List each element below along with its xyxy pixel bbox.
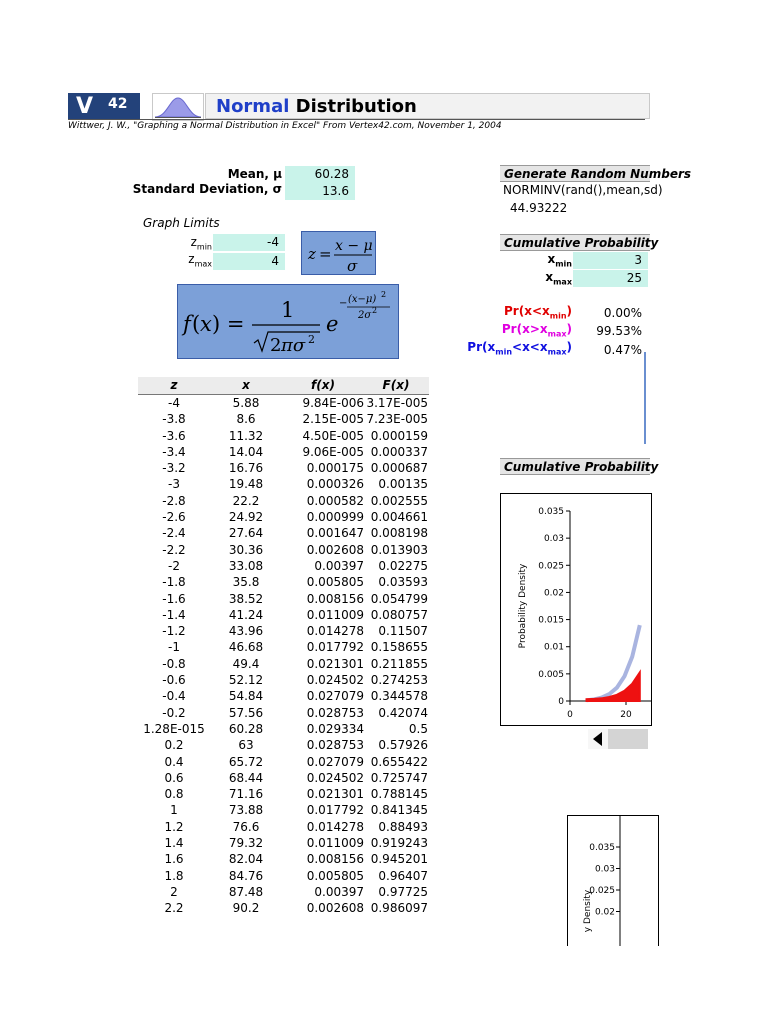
y-tick-label: 0.005	[538, 669, 564, 680]
table-row	[138, 802, 429, 818]
cell-x: 68.44	[228, 770, 264, 785]
secondary-density-chart[interactable]	[567, 815, 659, 946]
xmin-label: $x_{min}$	[547, 252, 572, 269]
cell-x: 30.36	[228, 542, 264, 557]
cell-x: 46.68	[228, 640, 264, 655]
cell-Fx: 7.23E-005	[366, 412, 428, 427]
cell-x: 49.4	[232, 656, 260, 671]
cell-Fx: 0.274253	[370, 673, 428, 688]
title-accent: Normal	[216, 96, 290, 117]
svg-text:πσ: πσ	[281, 335, 306, 356]
table-row	[138, 542, 429, 558]
svg-text:−: −	[339, 298, 348, 309]
cell-Fx: 0.88493	[378, 819, 428, 834]
xmin-input[interactable]: 3	[573, 252, 648, 269]
cell-fx: 0.00397	[314, 884, 364, 899]
cell-Fx: 0.004661	[370, 510, 428, 525]
distribution-table	[138, 395, 429, 917]
cell-x: 41.24	[228, 607, 264, 622]
cell-fx: 0.027079	[306, 754, 364, 769]
table-row	[138, 656, 429, 672]
cell-z: 0.2	[164, 738, 184, 753]
scroll-left-icon[interactable]	[588, 729, 608, 749]
table-row	[138, 884, 429, 900]
cell-Fx: 3.17E-005	[366, 396, 428, 410]
cell-x: 19.48	[228, 477, 264, 492]
cell-fx: 0.014278	[306, 819, 364, 834]
cell-fx: 4.50E-005	[302, 428, 364, 443]
cell-Fx: 0.986097	[370, 901, 428, 916]
z-score-formula	[301, 231, 376, 275]
cell-z: 2.2	[164, 901, 184, 916]
y-tick-label: 0.025	[589, 886, 615, 896]
cell-Fx: 0.725747	[370, 770, 428, 785]
y-axis-label: Probability Density	[518, 563, 528, 649]
col-header-x: x	[242, 378, 250, 392]
cell-fx: 0.024502	[306, 770, 364, 785]
citation-text: Wittwer, J. W., "Graphing a Normal Distribution in Excel" From Vertex42.com, November 1, 2004	[68, 121, 502, 131]
svg-text:(: (	[192, 312, 201, 336]
cell-fx: 0.021301	[306, 656, 364, 671]
cell-z: -1	[168, 640, 180, 655]
cell-z: -3.6	[162, 428, 186, 443]
cell-Fx: 0.11507	[378, 624, 428, 639]
cell-Fx: 0.002555	[370, 493, 428, 508]
cell-x: 33.08	[228, 558, 264, 573]
cell-fx: 0.000582	[306, 493, 364, 508]
chart-section-title: Cumulative Probability	[500, 458, 650, 475]
cell-fx: 9.06E-005	[302, 444, 364, 459]
y-tick-label: 0.02	[543, 588, 564, 599]
cell-x: 73.88	[228, 803, 264, 818]
table-row	[138, 639, 429, 655]
table-row	[138, 509, 429, 525]
table-row	[138, 868, 429, 884]
cell-z: 1.2	[164, 819, 184, 834]
cell-z: -1.2	[162, 624, 186, 639]
svg-text:(x−μ): (x−μ)	[348, 294, 377, 305]
cell-z: 1.28E-015	[143, 721, 205, 736]
cell-Fx: 0.008198	[370, 526, 428, 541]
normal-pdf-formula	[177, 284, 399, 359]
cell-Fx: 0.57926	[378, 738, 428, 753]
table-row	[138, 558, 429, 574]
cell-z: 1.6	[164, 852, 184, 867]
cell-x: 38.52	[228, 591, 264, 606]
cell-x: 14.04	[228, 444, 264, 459]
table-row	[138, 688, 429, 704]
cell-fx: 0.002608	[306, 901, 364, 916]
table-row	[138, 900, 429, 916]
cell-z: 0.8	[164, 787, 184, 802]
bell-curve-icon	[152, 93, 204, 121]
cell-z: -1.6	[162, 591, 186, 606]
cell-x: 57.56	[228, 705, 264, 720]
cell-fx: 0.017792	[306, 803, 364, 818]
svg-text:x: x	[200, 312, 212, 336]
cell-z: -3.4	[162, 444, 186, 459]
svg-text:1: 1	[281, 298, 295, 322]
cell-fx: 0.028753	[306, 738, 364, 753]
cell-fx: 0.017792	[306, 640, 364, 655]
cell-x: 76.6	[232, 819, 260, 834]
cell-fx: 0.021301	[306, 787, 364, 802]
cell-Fx: 0.97725	[378, 884, 428, 899]
cell-x: 16.76	[228, 461, 264, 476]
embedded-chart-edge	[644, 352, 646, 444]
cell-fx: 0.005805	[306, 868, 364, 883]
cell-x: 84.76	[228, 868, 264, 883]
cell-Fx: 0.344578	[370, 689, 428, 704]
cell-Fx: 0.788145	[370, 787, 428, 802]
cell-fx: 0.002608	[306, 542, 364, 557]
cell-fx: 0.011009	[306, 836, 364, 851]
cell-x: 71.16	[228, 787, 264, 802]
cell-x: 63	[238, 738, 254, 753]
table-row	[138, 835, 429, 851]
cell-z: -0.4	[162, 689, 186, 704]
table-row	[138, 476, 429, 492]
cell-fx: 0.008156	[306, 852, 364, 867]
cell-z: -0.6	[162, 673, 186, 688]
prob-less-than-value: 0.00%	[603, 306, 642, 320]
cell-z: 0.4	[164, 754, 184, 769]
cell-z: 1.8	[164, 868, 184, 883]
chart-scrollbar[interactable]	[588, 729, 648, 749]
cell-x: 27.64	[228, 526, 264, 541]
cell-x: 22.2	[232, 493, 260, 508]
table-row	[138, 525, 429, 541]
cell-x: 54.84	[228, 689, 264, 704]
table-row	[138, 737, 429, 753]
cell-x: 11.32	[228, 428, 264, 443]
svg-text:e: e	[326, 312, 339, 336]
prob-greater-than-value: 99.53%	[596, 324, 642, 338]
table-row	[138, 574, 429, 590]
logo-number: 42	[108, 96, 128, 112]
table-row	[138, 786, 429, 802]
table-row	[138, 623, 429, 639]
cell-z: -4	[168, 396, 180, 410]
cell-z: 0.6	[164, 770, 184, 785]
y-tick-label: 0.02	[594, 907, 615, 918]
table-row	[138, 770, 429, 786]
logo-letter: V	[76, 94, 94, 119]
cell-fx: 0.028753	[306, 705, 364, 720]
svg-text:2: 2	[381, 290, 387, 299]
zmax-input[interactable]: 4	[213, 253, 285, 270]
cell-fx: 0.011009	[306, 607, 364, 622]
table-row	[138, 754, 429, 770]
cell-fx: 0.029334	[306, 721, 364, 736]
table-row	[138, 705, 429, 721]
random-numbers-title: Generate Random Numbers	[500, 165, 650, 182]
cell-Fx: 0.655422	[370, 754, 428, 769]
cell-z: 1.4	[164, 836, 184, 851]
cell-x: 5.88	[232, 396, 260, 410]
table-row	[138, 428, 429, 444]
cell-Fx: 0.02275	[378, 558, 428, 573]
cumulative-probability-title: Cumulative Probability	[500, 234, 650, 251]
cell-fx: 2.15E-005	[302, 412, 364, 427]
vertex42-logo	[68, 93, 140, 120]
cell-z: -3	[168, 477, 180, 492]
svg-text:) =: ) =	[212, 312, 245, 336]
cell-x: 24.92	[228, 510, 264, 525]
cell-x: 52.12	[228, 673, 264, 688]
cell-fx: 0.000999	[306, 510, 364, 525]
cell-x: 79.32	[228, 836, 264, 851]
secondary-chart-svg	[568, 816, 658, 946]
table-row	[138, 607, 429, 623]
y-tick-label: 0.03	[543, 534, 564, 545]
page-title	[205, 93, 650, 119]
cell-Fx: 0.96407	[378, 868, 428, 883]
prob-between-value: 0.47%	[603, 343, 642, 357]
shaded-probability-area	[587, 672, 640, 701]
random-value: 44.93222	[510, 201, 568, 215]
svg-text:z: z	[308, 245, 316, 263]
table-row	[138, 851, 429, 867]
y-tick-label: 0.025	[538, 561, 564, 572]
svg-text:2: 2	[308, 333, 315, 346]
cell-fx: 0.008156	[306, 591, 364, 606]
cell-x: 87.48	[228, 884, 264, 899]
y-tick-label: 0.03	[594, 864, 615, 875]
cell-x: 8.6	[236, 412, 256, 427]
svg-text:2: 2	[270, 335, 282, 356]
cell-z: -3.2	[162, 461, 186, 476]
cell-z: -2.4	[162, 526, 186, 541]
cell-x: 90.2	[232, 901, 260, 916]
cell-z: -0.2	[162, 705, 186, 720]
density-chart[interactable]	[500, 493, 652, 726]
cell-fx: 0.000175	[306, 461, 364, 476]
cell-fx: 0.00397	[314, 558, 364, 573]
cell-Fx: 0.054799	[370, 591, 428, 606]
cell-z: -1.4	[162, 607, 186, 622]
cell-z: -2.8	[162, 493, 186, 508]
cell-fx: 0.027079	[306, 689, 364, 704]
x-tick-label: 20	[620, 710, 632, 720]
svg-text:2σ: 2σ	[358, 310, 372, 321]
cell-fx: 0.024502	[306, 673, 364, 688]
cell-x: 35.8	[232, 575, 260, 590]
sd-input[interactable]: 13.6	[285, 183, 355, 200]
cell-z: 1	[170, 803, 178, 818]
cell-fx: 0.014278	[306, 624, 364, 639]
mean-label: Mean, μ	[227, 167, 282, 181]
table-row	[138, 395, 429, 411]
table-row	[138, 721, 429, 737]
y-axis-label: y Density	[583, 889, 593, 933]
table-row	[138, 460, 429, 476]
svg-text:2: 2	[372, 306, 378, 315]
mean-input[interactable]: 60.28	[285, 166, 355, 183]
svg-text:x − μ: x − μ	[335, 238, 373, 254]
cell-z: -2.6	[162, 510, 186, 525]
cell-z: 2	[170, 884, 178, 899]
table-row	[138, 411, 429, 427]
zmax-label: $z_{max}$	[188, 252, 212, 269]
header-divider	[68, 119, 645, 120]
cell-x: 65.72	[228, 754, 264, 769]
cell-fx: 9.84E-006	[302, 396, 364, 410]
table-row	[138, 819, 429, 835]
table-row	[138, 672, 429, 688]
cell-Fx: 0.000687	[370, 461, 428, 476]
graph-limits-title: Graph Limits	[143, 216, 220, 230]
sd-label: Standard Deviation, σ	[132, 182, 282, 196]
xmax-input[interactable]: 25	[573, 270, 648, 287]
prob-less-than-label: $Pr(x<x_{min})$	[504, 304, 572, 321]
table-header	[138, 377, 429, 395]
y-tick-label: 0.035	[589, 843, 615, 853]
cell-Fx: 0.841345	[370, 803, 428, 818]
cell-Fx: 0.03593	[378, 575, 428, 590]
cell-Fx: 0.919243	[370, 836, 428, 851]
prob-between-label: $Pr(x_{min}<x<x_{max})$	[467, 340, 572, 357]
cell-fx: 0.001647	[306, 526, 364, 541]
cell-Fx: 0.945201	[370, 852, 428, 867]
cell-Fx: 0.42074	[378, 705, 428, 720]
cell-Fx: 0.158655	[370, 640, 428, 655]
title-rest: Distribution	[289, 96, 417, 117]
cell-z: -1.8	[162, 575, 186, 590]
cell-Fx: 0.000337	[370, 444, 428, 459]
table-row	[138, 493, 429, 509]
cell-x: 82.04	[228, 852, 264, 867]
table-row	[138, 591, 429, 607]
y-tick-label: 0.01	[543, 642, 564, 653]
prob-greater-than-label: $Pr(x>x_{max})$	[501, 322, 572, 339]
cell-z: -2	[168, 558, 180, 573]
y-tick-label: 0.015	[538, 615, 564, 626]
zmin-label: $z_{min}$	[190, 235, 212, 252]
cell-x: 60.28	[228, 721, 264, 736]
cell-z: -2.2	[162, 542, 186, 557]
cell-Fx: 0.013903	[370, 542, 428, 557]
zmin-input[interactable]: -4	[213, 234, 285, 251]
svg-text:f: f	[183, 312, 191, 336]
cell-Fx: 0.5	[408, 721, 428, 736]
table-row	[138, 444, 429, 460]
random-formula: NORMINV(rand(),mean,sd)	[503, 183, 663, 197]
xmax-label: $x_{max}$	[545, 270, 572, 287]
y-tick-label: 0	[558, 697, 564, 707]
col-header-z: z	[170, 378, 178, 392]
col-header-Fx: F(x)	[382, 378, 410, 392]
cell-z: -3.8	[162, 412, 186, 427]
x-tick-label: 0	[567, 710, 573, 720]
col-header-fx: f(x)	[311, 378, 335, 392]
cell-fx: 0.000326	[306, 477, 364, 492]
cell-Fx: 0.00135	[378, 477, 428, 492]
cell-Fx: 0.211855	[370, 656, 428, 671]
cell-z: -0.8	[162, 656, 186, 671]
cell-fx: 0.005805	[306, 575, 364, 590]
svg-text:σ: σ	[347, 257, 358, 275]
svg-text:=: =	[319, 245, 332, 263]
cell-x: 43.96	[228, 624, 264, 639]
cell-Fx: 0.000159	[370, 428, 428, 443]
density-chart-svg	[501, 494, 651, 725]
y-tick-label: 0.035	[538, 507, 564, 517]
cell-Fx: 0.080757	[370, 607, 428, 622]
